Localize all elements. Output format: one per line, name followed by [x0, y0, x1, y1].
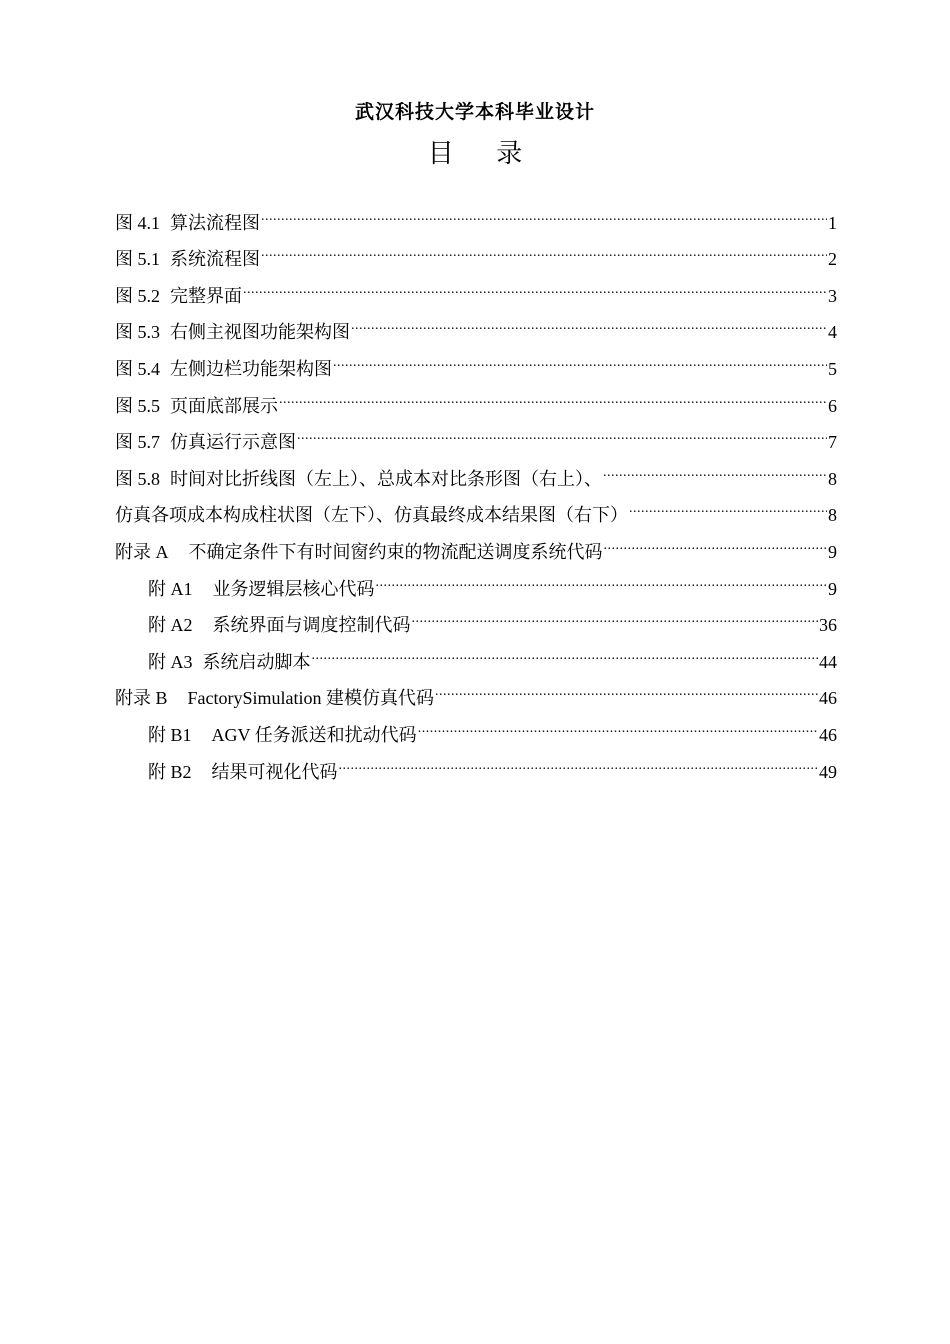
toc-entry-text: 右侧主视图功能架构图 — [170, 322, 350, 343]
toc-entry-text: 系统流程图 — [170, 249, 260, 270]
toc-entry-text: 业务逻辑层核心代码 — [212, 578, 375, 599]
toc-leader-dots — [333, 338, 827, 375]
toc-entry-number: 图 5.4 — [115, 358, 160, 379]
toc-entry-text: 不确定条件下有时间窗约束的物流配送调度系统代码 — [188, 541, 603, 562]
toc-entry-label — [115, 314, 350, 351]
toc-entry-number: 附 A2 — [148, 615, 193, 636]
toc-entry-page-number: 9 — [828, 541, 837, 562]
toc-entry-number: 附录 A — [115, 541, 169, 562]
toc-entry-text: 时间对比折线图（左上）、总成本对比条形图（右上）、 — [170, 468, 602, 489]
toc-entry-number: 图 5.1 — [115, 249, 160, 270]
toc-entry-label — [115, 497, 628, 534]
toc-entry-text: 仿真运行示意图 — [170, 432, 296, 453]
toc-leader-dots — [629, 485, 827, 522]
toc-entry-text: 算法流程图 — [170, 212, 260, 233]
toc-entry-page-number: 9 — [828, 578, 837, 599]
toc-entry-label — [115, 241, 260, 278]
toc-entry-number: 附录 B — [115, 688, 168, 709]
toc-entry-label — [115, 424, 296, 461]
page-header-title: 武汉科技大学本科毕业设计 — [354, 102, 595, 123]
toc-leader-dots — [261, 192, 827, 229]
toc-entry-page-number: 4 — [828, 322, 837, 343]
toc-entry-page-number: 46 — [819, 724, 837, 745]
toc-leader-dots — [376, 558, 828, 595]
toc-entry-label — [148, 571, 375, 608]
toc-entry-page-number: 6 — [828, 395, 837, 416]
toc-entry-number: 图 5.3 — [115, 322, 160, 343]
toc-entry-page-number: 1 — [828, 212, 837, 233]
toc-entry-page-number: 7 — [828, 432, 837, 453]
toc-entry-label — [148, 754, 338, 791]
toc-entry-page-number: 36 — [819, 615, 837, 636]
toc-leader-dots — [603, 448, 827, 485]
toc-entry-text: 系统启动脚本 — [202, 651, 311, 672]
toc-entry-text: FactorySimulation 建模仿真代码 — [187, 688, 435, 709]
toc-entry-number: 附 A1 — [148, 578, 193, 599]
toc-entry-text: 页面底部展示 — [170, 395, 278, 416]
toc-leader-dots — [297, 412, 827, 449]
toc-entry-label — [115, 680, 434, 717]
toc-leader-dots — [412, 595, 819, 632]
toc-leader-dots — [351, 302, 827, 339]
toc-entry-number: 图 5.2 — [115, 285, 160, 306]
toc-entry-page-number: 46 — [819, 688, 837, 709]
toc-leader-dots — [243, 265, 827, 302]
toc-entry-page-number: 5 — [828, 358, 837, 379]
toc-entry-page-number: 8 — [828, 505, 837, 526]
toc-entry-label — [115, 388, 278, 425]
toc-entry-text: 仿真各项成本构成柱状图（左下）、仿真最终成本结果图（右下） — [115, 505, 628, 526]
toc-leader-dots — [279, 375, 827, 412]
toc-entry-number: 附 B1 — [148, 724, 192, 745]
toc-title: 目 录 — [427, 139, 541, 168]
toc-leader-dots — [418, 704, 818, 741]
toc-entry-number: 图 4.1 — [115, 212, 160, 233]
toc-leader-dots — [435, 668, 818, 705]
toc-entry-number: 附 A3 — [148, 651, 193, 672]
toc-entry-page-number: 8 — [828, 468, 837, 489]
toc-entry-number: 图 5.7 — [115, 432, 160, 453]
toc-entry[interactable] — [115, 192, 837, 233]
toc-entry-page-number: 2 — [828, 249, 837, 270]
toc-entry-text: 系统界面与调度控制代码 — [212, 615, 411, 636]
toc-leader-dots — [312, 631, 819, 668]
toc-list — [115, 192, 837, 782]
toc-entry-text: 结果可视化代码 — [211, 761, 338, 782]
toc-entry-label — [115, 205, 260, 242]
toc-entry-text: AGV 任务派送和扰动代码 — [211, 724, 417, 745]
toc-leader-dots — [339, 741, 818, 778]
toc-entry-label — [115, 461, 602, 498]
toc-entry-text: 完整界面 — [170, 285, 242, 306]
toc-leader-dots — [604, 521, 828, 558]
toc-entry-page-number: 44 — [819, 651, 837, 672]
toc-entry-text: 左侧边栏功能架构图 — [170, 358, 332, 379]
toc-entry-number: 图 5.5 — [115, 395, 160, 416]
toc-entry-page-number: 3 — [828, 285, 837, 306]
toc-entry-label — [115, 278, 242, 315]
toc-entry-label — [148, 644, 311, 681]
toc-entry-number: 附 B2 — [148, 761, 192, 782]
toc-entry-page-number: 49 — [819, 761, 837, 782]
toc-leader-dots — [261, 229, 827, 266]
toc-entry-number: 图 5.8 — [115, 468, 160, 489]
